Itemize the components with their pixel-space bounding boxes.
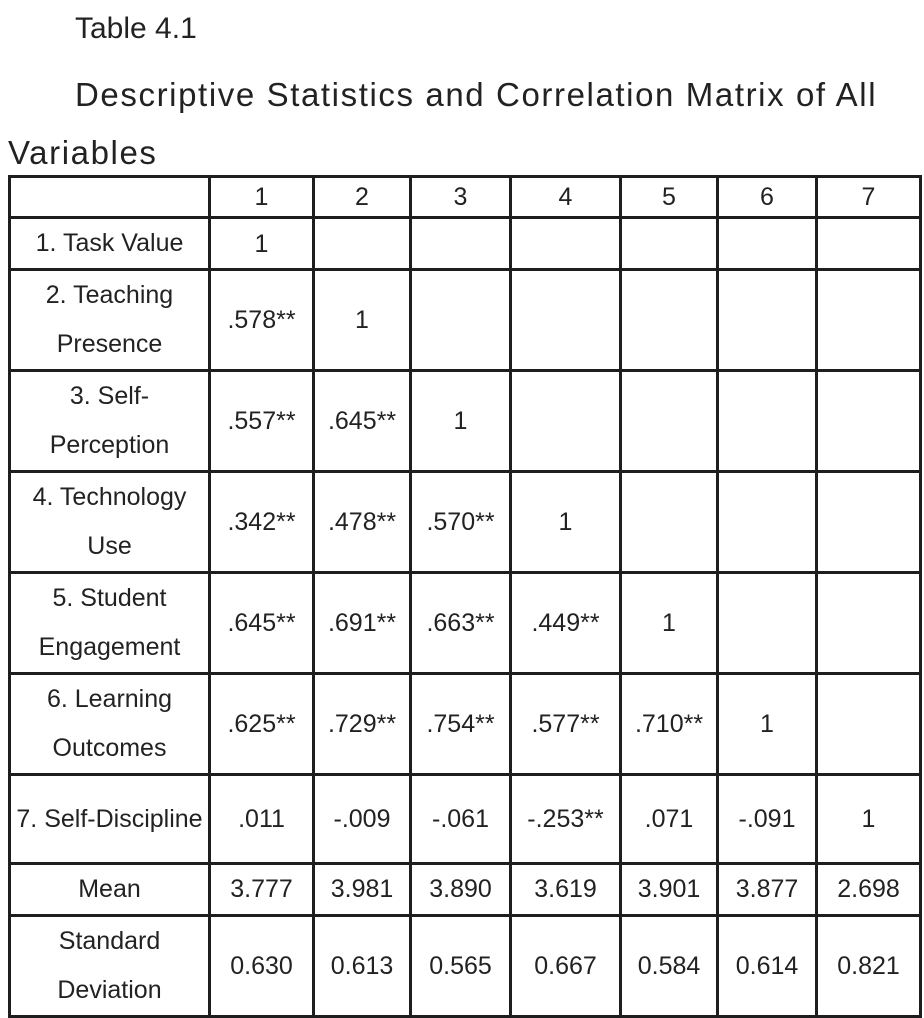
table-cell: 3.619 [511, 864, 621, 916]
table-cell: -.253** [511, 775, 621, 864]
row-label: 6. Learning Outcomes [10, 674, 210, 775]
table-cell: .729** [314, 674, 411, 775]
table-cell: 0.614 [718, 916, 817, 1017]
table-cell: 1 [511, 472, 621, 573]
table-cell: .449** [511, 573, 621, 674]
table-cell: 3.981 [314, 864, 411, 916]
header-cell: 3 [411, 177, 511, 218]
table-cell [817, 270, 921, 371]
table-cell: .625** [210, 674, 314, 775]
table-row [10, 775, 921, 864]
table-cell: .663** [411, 573, 511, 674]
table-cell: 1 [718, 674, 817, 775]
row-label: 7. Self-Discipline [10, 775, 210, 864]
row-label: 4. Technology Use [10, 472, 210, 573]
table-cell: 2.698 [817, 864, 921, 916]
table-cell: 3.777 [210, 864, 314, 916]
table-cell [621, 371, 718, 472]
table-cell: 3.877 [718, 864, 817, 916]
table-cell [621, 472, 718, 573]
table-row [10, 674, 921, 775]
table-cell: .645** [314, 371, 411, 472]
header-row [10, 177, 921, 218]
header-cell: 2 [314, 177, 411, 218]
table-cell: 1 [621, 573, 718, 674]
table-cell: 0.613 [314, 916, 411, 1017]
table-cell [314, 218, 411, 270]
table-row [10, 472, 921, 573]
table-cell [511, 270, 621, 371]
table-cell: 0.565 [411, 916, 511, 1017]
table-cell [411, 218, 511, 270]
row-label: 3. Self-Perception [10, 371, 210, 472]
table-cell [718, 270, 817, 371]
row-label: Mean [10, 864, 210, 916]
header-cell: 6 [718, 177, 817, 218]
table-row [10, 218, 921, 270]
table-row [10, 864, 921, 916]
table-cell: .342** [210, 472, 314, 573]
row-label: 2. Teaching Presence [10, 270, 210, 371]
table-title: Descriptive Statistics and Correlation Matrix of All Variables [8, 76, 878, 171]
header-cell: 4 [511, 177, 621, 218]
table-cell: .691** [314, 573, 411, 674]
table-cell: -.009 [314, 775, 411, 864]
table-cell [621, 218, 718, 270]
table-cell: 3.890 [411, 864, 511, 916]
table-cell: 1 [411, 371, 511, 472]
table-cell: 0.821 [817, 916, 921, 1017]
row-label: Standard Deviation [10, 916, 210, 1017]
table-cell: 3.901 [621, 864, 718, 916]
table-cell [718, 573, 817, 674]
table-label: Table 4.1 [75, 12, 197, 45]
correlation-table [8, 175, 922, 1018]
table-cell [718, 371, 817, 472]
table-cell [817, 573, 921, 674]
table-cell: 1 [210, 218, 314, 270]
table-cell: 0.584 [621, 916, 718, 1017]
table-cell [511, 218, 621, 270]
table-cell: .577** [511, 674, 621, 775]
table-cell [817, 218, 921, 270]
table-cell: 0.667 [511, 916, 621, 1017]
table-cell: .645** [210, 573, 314, 674]
table-cell [718, 472, 817, 573]
header-cell [10, 177, 210, 218]
table-cell: .570** [411, 472, 511, 573]
table-cell [411, 270, 511, 371]
table-row [10, 371, 921, 472]
table-row [10, 916, 921, 1017]
table-row [10, 270, 921, 371]
header-cell: 7 [817, 177, 921, 218]
table-cell [718, 218, 817, 270]
table-row [10, 573, 921, 674]
table-cell: .071 [621, 775, 718, 864]
header-cell: 5 [621, 177, 718, 218]
table-cell: 1 [817, 775, 921, 864]
table-cell [621, 270, 718, 371]
table-cell [817, 472, 921, 573]
table-cell: 0.630 [210, 916, 314, 1017]
table-cell: .011 [210, 775, 314, 864]
table-cell: .754** [411, 674, 511, 775]
table-cell: .710** [621, 674, 718, 775]
table-cell: .478** [314, 472, 411, 573]
table-cell [511, 371, 621, 472]
row-label: 1. Task Value [10, 218, 210, 270]
table-cell: 1 [314, 270, 411, 371]
table-cell [817, 371, 921, 472]
row-label: 5. Student Engagement [10, 573, 210, 674]
header-cell: 1 [210, 177, 314, 218]
table-cell: -.091 [718, 775, 817, 864]
table-cell: -.061 [411, 775, 511, 864]
table-cell [817, 674, 921, 775]
table-cell: .557** [210, 371, 314, 472]
table-cell: .578** [210, 270, 314, 371]
